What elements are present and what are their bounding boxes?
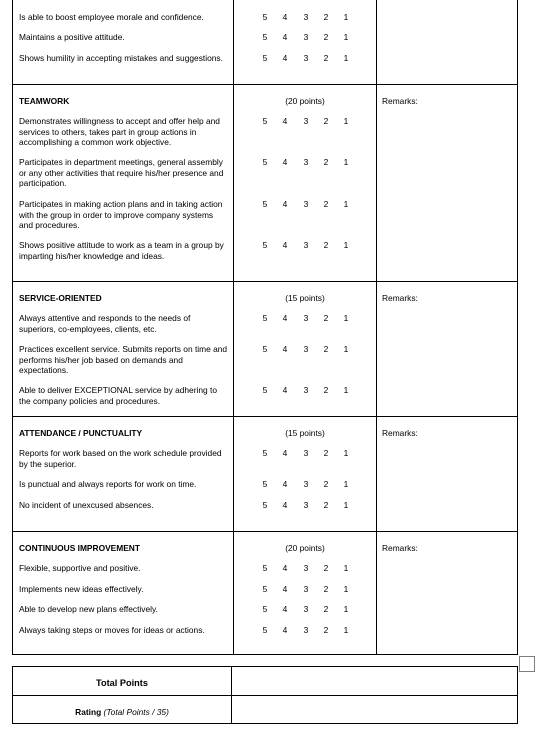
scale-1[interactable]: 1 xyxy=(343,313,349,323)
scale-1[interactable]: 1 xyxy=(343,240,349,250)
scale-1[interactable]: 1 xyxy=(343,157,349,167)
scale-1[interactable]: 1 xyxy=(343,500,349,510)
scale-4[interactable]: 4 xyxy=(282,116,288,126)
section-points: (15 points) xyxy=(285,428,325,438)
scale-4[interactable]: 4 xyxy=(282,500,288,510)
criterion-text: Participates in making action plans and in taking action with the group in order to improve company systems and procedures. xyxy=(19,199,223,231)
rating-label: Rating xyxy=(75,707,102,717)
scale-2[interactable]: 2 xyxy=(323,344,329,354)
scale-2[interactable]: 2 xyxy=(323,385,329,395)
scale-2[interactable]: 2 xyxy=(323,500,329,510)
remarks-label: Remarks: xyxy=(382,543,418,553)
section-title: TEAMWORK xyxy=(19,96,70,106)
scale-4[interactable]: 4 xyxy=(282,479,288,489)
scale-3[interactable]: 3 xyxy=(303,199,309,209)
scale-2[interactable]: 2 xyxy=(323,563,329,573)
rating-label-row xyxy=(13,707,231,717)
scale-2[interactable]: 2 xyxy=(323,199,329,209)
scale-3[interactable]: 3 xyxy=(303,12,309,22)
scale-4[interactable]: 4 xyxy=(282,604,288,614)
section-service-oriented xyxy=(13,282,517,417)
total-points-label: Total Points xyxy=(96,678,148,688)
rating-formula: (Total Points / 35) xyxy=(103,707,169,717)
criterion-text: Implements new ideas effectively. xyxy=(19,584,144,594)
scale-3[interactable]: 3 xyxy=(303,604,309,614)
scale-2[interactable]: 2 xyxy=(323,313,329,323)
scale-2[interactable]: 2 xyxy=(323,157,329,167)
scale-1[interactable]: 1 xyxy=(343,53,349,63)
scale-1[interactable]: 1 xyxy=(343,563,349,573)
scale-5[interactable]: 5 xyxy=(262,448,268,458)
criterion-text: Always taking steps or moves for ideas or actions. xyxy=(19,625,205,635)
scale-2[interactable]: 2 xyxy=(323,240,329,250)
scale-5[interactable]: 5 xyxy=(262,240,268,250)
scale-2[interactable]: 2 xyxy=(323,12,329,22)
criterion-text: Able to deliver EXCEPTIONAL service by adhering to the company policies and procedures. xyxy=(19,385,217,406)
scale-2[interactable]: 2 xyxy=(323,53,329,63)
criterion-text: Reports for work based on the work schedule provided by the superior. xyxy=(19,448,222,469)
scale-4[interactable]: 4 xyxy=(282,385,288,395)
section-continued xyxy=(13,0,517,85)
scale-1[interactable]: 1 xyxy=(343,32,349,42)
criterion-text: No incident of unexcused absences. xyxy=(19,500,154,510)
criterion-text: Practices excellent service. Submits reports on time and performs his/her job based on demands and expectations. xyxy=(19,344,228,376)
scale-3[interactable]: 3 xyxy=(303,313,309,323)
scale-5[interactable]: 5 xyxy=(262,604,268,614)
remarks-label: Remarks: xyxy=(382,293,418,303)
scale-3[interactable]: 3 xyxy=(303,448,309,458)
criterion-text: Flexible, supportive and positive. xyxy=(19,563,141,573)
total-points-field[interactable] xyxy=(232,667,517,695)
scale-3[interactable]: 3 xyxy=(303,32,309,42)
scale-4[interactable]: 4 xyxy=(282,53,288,63)
section-attendance-punctuality xyxy=(13,417,517,532)
scale-4[interactable]: 4 xyxy=(282,240,288,250)
scale-5[interactable]: 5 xyxy=(262,157,268,167)
scale-4[interactable]: 4 xyxy=(282,199,288,209)
scale-3[interactable]: 3 xyxy=(303,53,309,63)
remarks-label: Remarks: xyxy=(382,428,418,438)
scale-5[interactable]: 5 xyxy=(262,12,268,22)
scale-1[interactable]: 1 xyxy=(343,385,349,395)
scale-2[interactable]: 2 xyxy=(323,625,329,635)
scale-5[interactable]: 5 xyxy=(262,563,268,573)
scale-3[interactable]: 3 xyxy=(303,625,309,635)
scale-4[interactable]: 4 xyxy=(282,344,288,354)
scale-2[interactable]: 2 xyxy=(323,479,329,489)
scale-5[interactable]: 5 xyxy=(262,385,268,395)
scale-2[interactable]: 2 xyxy=(323,32,329,42)
scale-5[interactable]: 5 xyxy=(262,500,268,510)
scale-1[interactable]: 1 xyxy=(343,448,349,458)
scale-3[interactable]: 3 xyxy=(303,157,309,167)
scale-5[interactable]: 5 xyxy=(262,479,268,489)
criterion-text: Is punctual and always reports for work on time. xyxy=(19,479,197,489)
scale-5[interactable]: 5 xyxy=(262,116,268,126)
rating-field[interactable] xyxy=(232,696,517,723)
scale-4[interactable]: 4 xyxy=(282,32,288,42)
scale-1[interactable]: 1 xyxy=(343,199,349,209)
section-title: CONTINUOUS IMPROVEMENT xyxy=(19,543,140,553)
scale-1[interactable]: 1 xyxy=(343,584,349,594)
scale-3[interactable]: 3 xyxy=(303,584,309,594)
scale-3[interactable]: 3 xyxy=(303,116,309,126)
scale-2[interactable]: 2 xyxy=(323,448,329,458)
scale-2[interactable]: 2 xyxy=(323,116,329,126)
criterion-text: Shows positive attitude to work as a team in a group by imparting his/her knowledge and ideas. xyxy=(19,240,224,261)
scale-3[interactable]: 3 xyxy=(303,344,309,354)
scale-3[interactable]: 3 xyxy=(303,500,309,510)
criterion-text: Able to develop new plans effectively. xyxy=(19,604,158,614)
scale-3[interactable]: 3 xyxy=(303,385,309,395)
scale-2[interactable]: 2 xyxy=(323,604,329,614)
section-points: (20 points) xyxy=(285,96,325,106)
criterion-text: Always attentive and responds to the needs of superiors, co-employees, clients, etc. xyxy=(19,313,191,334)
scale-3[interactable]: 3 xyxy=(303,479,309,489)
scale-5[interactable]: 5 xyxy=(262,313,268,323)
checkbox[interactable] xyxy=(519,656,535,672)
scale-4[interactable]: 4 xyxy=(282,12,288,22)
remarks-label: Remarks: xyxy=(382,96,418,106)
scale-5[interactable]: 5 xyxy=(262,344,268,354)
scale-4[interactable]: 4 xyxy=(282,313,288,323)
criterion-text: Demonstrates willingness to accept and offer help and services to others, takes part in group actions in accomplishing a common work objective. xyxy=(19,116,220,148)
scale-4[interactable]: 4 xyxy=(282,448,288,458)
criterion-text: Is able to boost employee morale and confidence. xyxy=(19,12,204,22)
scale-1[interactable]: 1 xyxy=(343,479,349,489)
scale-5[interactable]: 5 xyxy=(262,625,268,635)
criterion-text: Participates in department meetings, general assembly or any other activities that require his/her presence and participation. xyxy=(19,157,224,189)
scale-5[interactable]: 5 xyxy=(262,32,268,42)
scale-1[interactable]: 1 xyxy=(343,344,349,354)
section-points: (20 points) xyxy=(285,543,325,553)
scale-4[interactable]: 4 xyxy=(282,625,288,635)
scale-5[interactable]: 5 xyxy=(262,584,268,594)
scale-4[interactable]: 4 xyxy=(282,584,288,594)
section-title: SERVICE-ORIENTED xyxy=(19,293,102,303)
totals-table xyxy=(12,666,518,724)
scale-4[interactable]: 4 xyxy=(282,157,288,167)
section-teamwork xyxy=(13,85,517,282)
criterion-text: Shows humility in accepting mistakes and suggestions. xyxy=(19,53,223,63)
scale-5[interactable]: 5 xyxy=(262,199,268,209)
scale-1[interactable]: 1 xyxy=(343,625,349,635)
section-points: (15 points) xyxy=(285,293,325,303)
scale-5[interactable]: 5 xyxy=(262,53,268,63)
scale-1[interactable]: 1 xyxy=(343,116,349,126)
scale-2[interactable]: 2 xyxy=(323,584,329,594)
scale-3[interactable]: 3 xyxy=(303,563,309,573)
scale-4[interactable]: 4 xyxy=(282,563,288,573)
evaluation-table xyxy=(12,0,518,655)
scale-3[interactable]: 3 xyxy=(303,240,309,250)
section-continuous-improvement xyxy=(13,532,517,654)
scale-1[interactable]: 1 xyxy=(343,604,349,614)
criterion-text: Maintains a positive attitude. xyxy=(19,32,125,42)
section-title: ATTENDANCE / PUNCTUALITY xyxy=(19,428,143,438)
scale-1[interactable]: 1 xyxy=(343,12,349,22)
